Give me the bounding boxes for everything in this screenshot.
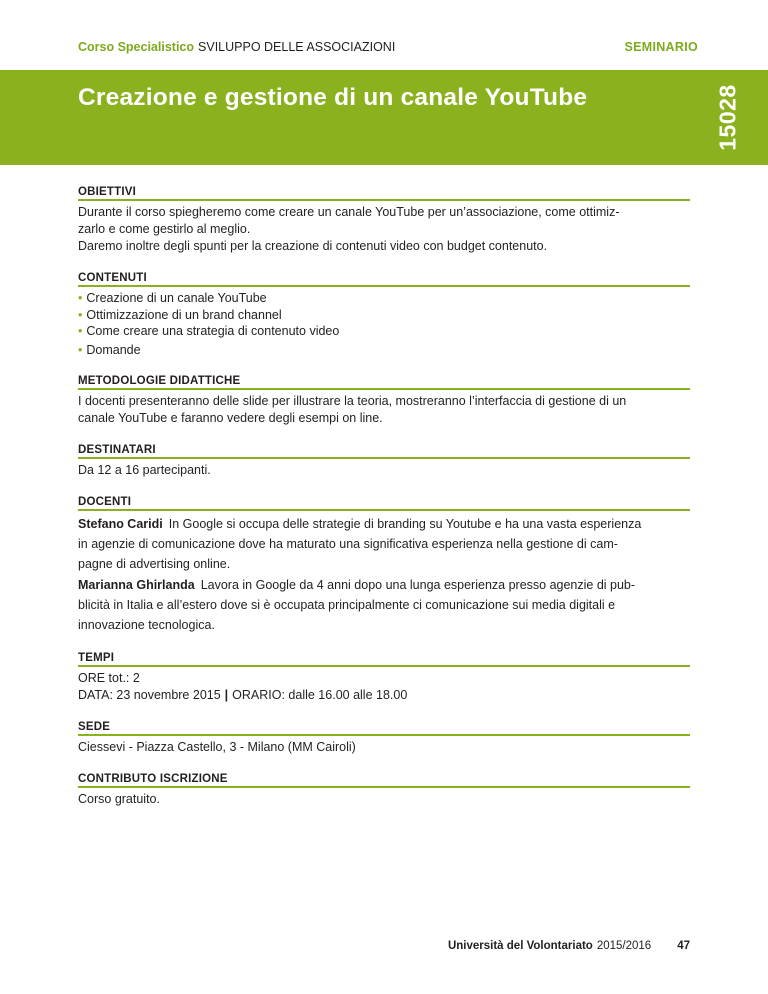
bullet-icon: • <box>78 307 83 322</box>
teacher-entry <box>78 575 690 635</box>
footer-university: Università del Volontariato <box>447 940 593 952</box>
page-footer <box>448 940 690 952</box>
teacher-bio-line: Lavora in Google da 4 anni dopo una lunga esperienza presso agenzie di pub- <box>200 578 636 592</box>
page-header <box>78 40 698 56</box>
separator: | <box>224 688 229 702</box>
main-content <box>78 186 690 825</box>
fee-text: Corso gratuito. <box>78 792 160 806</box>
teacher-bio-line: blicità in Italia e all’estero dove si è occupata principalmente ci comunicazione sui media digitali e <box>78 598 616 612</box>
bullet-icon: • <box>78 324 83 338</box>
bullet-icon: • <box>78 291 83 305</box>
paragraph-line: Daremo inoltre degli spunti per la creazione di contenuti video con budget contenuto. <box>78 239 548 253</box>
teacher-bio-line: in agenzie di comunicazione dove ha maturato una significativa esperienza nella gestione di cam- <box>78 537 618 551</box>
list-item <box>78 342 690 359</box>
course-name: SVILUPPO DELLE ASSOCIAZIONI <box>198 40 396 54</box>
teacher-name: Marianna Ghirlanda <box>78 578 195 592</box>
venue-text: Ciessevi - Piazza Castello, 3 - Milano (MM Cairoli) <box>78 740 356 754</box>
paragraph-line: canale YouTube e faranno vedere degli esempi on line. <box>78 411 383 425</box>
paragraph-line: I docenti presenteranno delle slide per illustrare la teoria, mostreranno l’interfaccia di gestione di un <box>78 394 627 408</box>
course-code-box <box>708 70 748 165</box>
section-tempi <box>78 652 690 704</box>
section-title: TEMPI <box>78 652 690 667</box>
section-title: CONTRIBUTO ISCRIZIONE <box>78 773 690 788</box>
teacher-bio-line: pagne di advertising online. <box>78 557 231 571</box>
teacher-name: Stefano Caridi <box>78 517 163 531</box>
teacher-bio-line: innovazione tecnologica. <box>78 618 215 632</box>
section-destinatari <box>78 444 690 479</box>
course-prefix: Corso Specialistico <box>78 40 195 54</box>
section-title: SEDE <box>78 721 690 736</box>
teacher-bio-line: In Google si occupa delle strategie di branding su Youtube e ha una vasta esperienza <box>168 517 642 531</box>
section-title: DESTINATARI <box>78 444 690 459</box>
paragraph-line: Durante il corso spiegheremo come creare un canale YouTube per un’associazione, come ottimiz- <box>78 205 620 219</box>
bullet-icon: • <box>78 342 83 357</box>
section-title: OBIETTIVI <box>78 186 690 201</box>
list-item <box>78 290 690 307</box>
list-item <box>78 307 690 324</box>
date-time-line <box>78 687 690 704</box>
hours-text: ORE tot.: 2 <box>78 671 140 685</box>
section-contributo <box>78 773 690 808</box>
section-docenti <box>78 496 690 635</box>
teacher-entry <box>78 514 690 574</box>
section-sede <box>78 721 690 756</box>
section-metodologie <box>78 375 690 427</box>
section-title: CONTENUTI <box>78 272 690 287</box>
list-item-text: Ottimizzazione di un brand channel <box>86 307 282 322</box>
list-item-text: Come creare una strategia di contenuto video <box>86 324 340 338</box>
section-title: DOCENTI <box>78 496 690 511</box>
section-contenuti <box>78 272 690 358</box>
page-number: 47 <box>677 940 690 952</box>
section-title: METODOLOGIE DIDATTICHE <box>78 375 690 390</box>
paragraph-line: Da 12 a 16 partecipanti. <box>78 463 211 477</box>
course-code: 15028 <box>714 84 741 151</box>
list-item-text: Domande <box>86 342 141 357</box>
list-item <box>78 323 690 340</box>
date-text: DATA: 23 novembre 2015 <box>78 688 221 702</box>
title-banner <box>0 70 768 165</box>
section-obiettivi <box>78 186 690 255</box>
footer-year: 2015/2016 <box>596 940 652 952</box>
page-title: Creazione e gestione di un canale YouTube <box>78 84 588 111</box>
paragraph-line: zarlo e come gestirlo al meglio. <box>78 222 251 236</box>
course-type-label: SEMINARIO <box>624 40 698 54</box>
time-text: ORARIO: dalle 16.00 alle 18.00 <box>232 688 408 702</box>
list-item-text: Creazione di un canale YouTube <box>86 291 267 305</box>
